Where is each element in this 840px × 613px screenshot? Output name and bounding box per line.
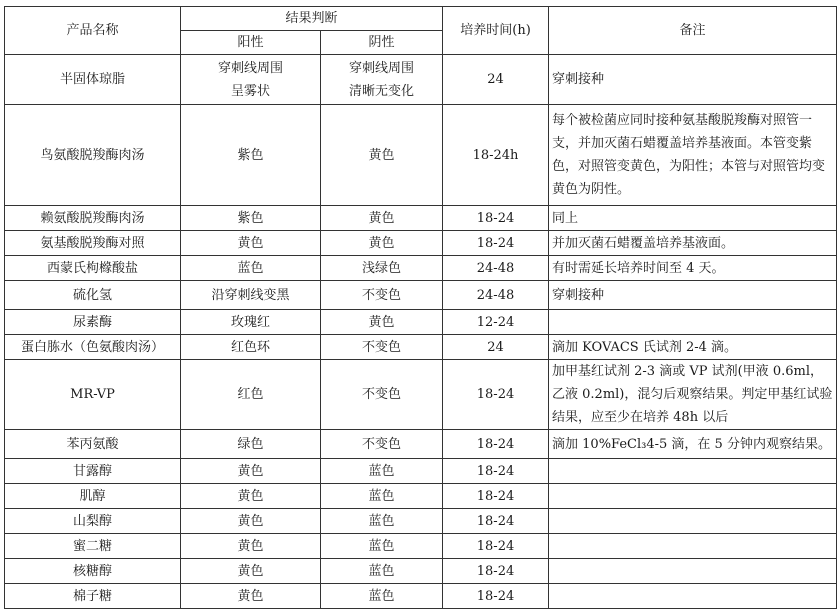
cell-positive: 黄色	[181, 484, 321, 509]
table-row	[5, 430, 837, 459]
cell-note	[549, 459, 837, 484]
cell-positive: 红色环	[181, 335, 321, 360]
cell-product-name: 山梨醇	[5, 509, 181, 534]
cell-incubation: 18-24	[443, 231, 549, 256]
cell-negative: 蓝色	[321, 584, 443, 609]
cell-negative: 黄色	[321, 206, 443, 231]
cell-note: 滴加 KOVACS 氏试剂 2-4 滴。	[549, 335, 837, 360]
cell-incubation: 24-48	[443, 256, 549, 281]
cell-incubation: 24-48	[443, 281, 549, 310]
cell-product-name: 赖氨酸脱羧酶肉汤	[5, 206, 181, 231]
cell-positive: 绿色	[181, 430, 321, 459]
table-row	[5, 310, 837, 335]
cell-note	[549, 584, 837, 609]
cell-note: 有时需延长培养时间至 4 天。	[549, 256, 837, 281]
cell-negative: 蓝色	[321, 459, 443, 484]
cell-note: 每个被检菌应同时接种氨基酸脱羧酶对照管一支，并加灭菌石蜡覆盖培养基液面。本管变紫色，对照管变黄色，为阳性；本管与对照管均变黄色为阴性。	[549, 105, 837, 206]
table-row	[5, 360, 837, 430]
cell-positive: 沿穿刺线变黑	[181, 281, 321, 310]
cell-product-name: 硫化氢	[5, 281, 181, 310]
cell-incubation: 18-24	[443, 459, 549, 484]
cell-positive: 黄色	[181, 559, 321, 584]
cell-incubation: 18-24	[443, 430, 549, 459]
cell-negative: 蓝色	[321, 484, 443, 509]
header-notes: 备注	[549, 7, 837, 55]
cell-positive: 玫瑰红	[181, 310, 321, 335]
cell-positive: 黄色	[181, 231, 321, 256]
table-row	[5, 484, 837, 509]
cell-incubation: 18-24	[443, 484, 549, 509]
cell-negative: 不变色	[321, 281, 443, 310]
cell-incubation: 18-24	[443, 509, 549, 534]
cell-negative: 蓝色	[321, 559, 443, 584]
table-row	[5, 206, 837, 231]
cell-note: 穿刺接种	[549, 55, 837, 105]
cell-incubation: 12-24	[443, 310, 549, 335]
cell-product-name: MR-VP	[5, 360, 181, 430]
cell-incubation: 18-24	[443, 360, 549, 430]
cell-incubation: 18-24h	[443, 105, 549, 206]
cell-product-name: 肌醇	[5, 484, 181, 509]
cell-product-name: 半固体琼脂	[5, 55, 181, 105]
cell-incubation: 24	[443, 55, 549, 105]
header-result: 结果判断	[181, 7, 443, 31]
cell-note: 加甲基红试剂 2-3 滴或 VP 试剂(甲液 0.6ml，乙液 0.2ml)，混匀后观察结果。判定甲基红试验结果，应至少在培养 48h 以后	[549, 360, 837, 430]
table-row	[5, 559, 837, 584]
table-row	[5, 256, 837, 281]
table-row	[5, 509, 837, 534]
table-row	[5, 55, 837, 105]
header-product-name: 产品名称	[5, 7, 181, 55]
cell-incubation: 18-24	[443, 534, 549, 559]
cell-product-name: 蜜二糖	[5, 534, 181, 559]
cell-positive: 黄色	[181, 459, 321, 484]
cell-incubation: 18-24	[443, 206, 549, 231]
cell-product-name: 氨基酸脱羧酶对照	[5, 231, 181, 256]
cell-incubation: 24	[443, 335, 549, 360]
cell-product-name: 甘露醇	[5, 459, 181, 484]
cell-positive: 红色	[181, 360, 321, 430]
cell-negative: 黄色	[321, 105, 443, 206]
cell-negative: 黄色	[321, 231, 443, 256]
results-table	[4, 6, 837, 609]
header-negative: 阴性	[321, 31, 443, 55]
cell-note: 滴加 10%FeCl₃4-5 滴，在 5 分钟内观察结果。	[549, 430, 837, 459]
cell-negative: 不变色	[321, 335, 443, 360]
header-incubation: 培养时间(h)	[443, 7, 549, 55]
cell-note	[549, 559, 837, 584]
cell-positive: 穿刺线周围 呈雾状	[181, 55, 321, 105]
cell-product-name: 鸟氨酸脱羧酶肉汤	[5, 105, 181, 206]
table-row	[5, 231, 837, 256]
table-body	[5, 55, 837, 609]
cell-negative: 蓝色	[321, 509, 443, 534]
table-row	[5, 459, 837, 484]
cell-product-name: 棉子糖	[5, 584, 181, 609]
table-row	[5, 105, 837, 206]
cell-negative: 穿刺线周围 清晰无变化	[321, 55, 443, 105]
cell-note: 并加灭菌石蜡覆盖培养基液面。	[549, 231, 837, 256]
table-row	[5, 281, 837, 310]
cell-product-name: 西蒙氏枸橼酸盐	[5, 256, 181, 281]
cell-negative: 蓝色	[321, 534, 443, 559]
table-row	[5, 584, 837, 609]
cell-negative: 黄色	[321, 310, 443, 335]
cell-negative: 浅绿色	[321, 256, 443, 281]
table-row	[5, 534, 837, 559]
cell-product-name: 苯丙氨酸	[5, 430, 181, 459]
cell-note	[549, 484, 837, 509]
cell-positive: 黄色	[181, 584, 321, 609]
cell-note	[549, 310, 837, 335]
cell-positive: 紫色	[181, 105, 321, 206]
header-positive: 阳性	[181, 31, 321, 55]
cell-note: 穿刺接种	[549, 281, 837, 310]
cell-incubation: 18-24	[443, 559, 549, 584]
cell-negative: 不变色	[321, 360, 443, 430]
cell-positive: 蓝色	[181, 256, 321, 281]
cell-product-name: 蛋白胨水（色氨酸肉汤）	[5, 335, 181, 360]
cell-note	[549, 509, 837, 534]
table-row	[5, 335, 837, 360]
cell-positive: 黄色	[181, 509, 321, 534]
cell-product-name: 尿素酶	[5, 310, 181, 335]
cell-note: 同上	[549, 206, 837, 231]
cell-note	[549, 534, 837, 559]
cell-negative: 不变色	[321, 430, 443, 459]
cell-positive: 紫色	[181, 206, 321, 231]
cell-product-name: 核糖醇	[5, 559, 181, 584]
cell-incubation: 18-24	[443, 584, 549, 609]
cell-positive: 黄色	[181, 534, 321, 559]
